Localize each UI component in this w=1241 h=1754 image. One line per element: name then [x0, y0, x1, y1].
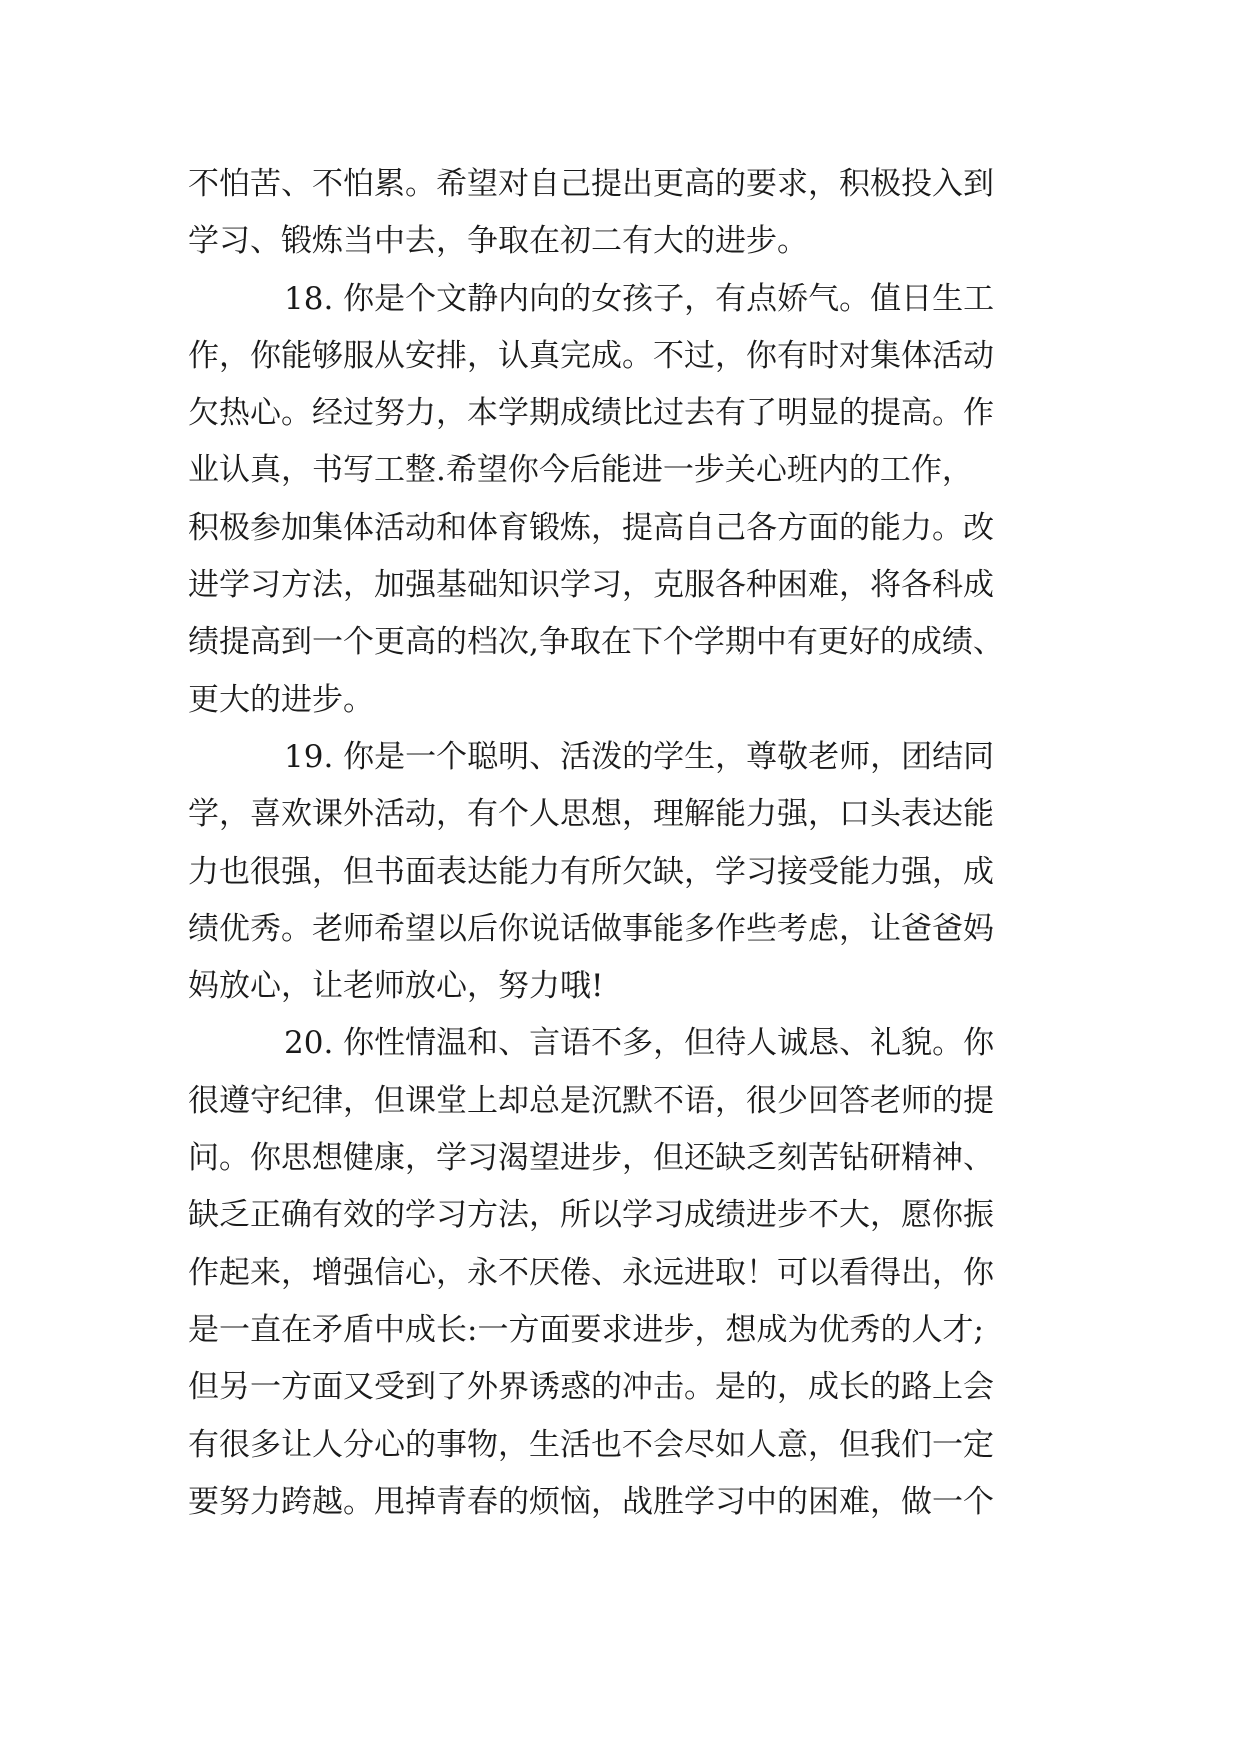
body-text: [188, 156, 1053, 1531]
text-line: 是一直在矛盾中成长:一方面要求进步，想成为优秀的人才;: [188, 1311, 984, 1348]
text-line: 积极参加集体活动和体育锻炼，提高自己各方面的能力。改: [188, 509, 994, 546]
text-line: 作起来，增强信心，永不厌倦、永远进取！可以看得出，你: [188, 1254, 994, 1291]
text-line: 更大的进步。: [188, 681, 374, 718]
text-line: 但另一方面又受到了外界诱惑的冲击。是的，成长的路上会: [188, 1369, 994, 1406]
text-line: 缺乏正确有效的学习方法，所以学习成绩进步不大，愿你振: [188, 1197, 994, 1234]
text-line: 不怕苦、不怕累。希望对自己提出更高的要求，积极投入到: [188, 166, 994, 202]
text-line: 进学习方法，加强基础知识学习，克服各种困难，将各科成: [188, 567, 994, 604]
text-line: 有很多让人分心的事物，生活也不会尽如人意，但我们一定: [188, 1426, 994, 1463]
paragraph-start-18: 18. 你是个文静内向的女孩子，有点娇气。值日生工: [284, 280, 995, 317]
text-line: 绩优秀。老师希望以后你说话做事能多作些考虑，让爸爸妈: [188, 910, 994, 947]
text-line: 绩提高到一个更高的档次,争取在下个学期中有更好的成绩、: [188, 624, 1004, 661]
text-line: 妈放心，让老师放心，努力哦!: [188, 968, 604, 1005]
text-line: 欠热心。经过努力，本学期成绩比过去有了明显的提高。作: [188, 395, 994, 432]
paragraph-start-19: 19. 你是一个聪明、活泼的学生，尊敬老师，团结同: [284, 738, 995, 775]
text-line: 作，你能够服从安排，认真完成。不过，你有时对集体活动: [188, 337, 994, 374]
paragraph-start-20: 20. 你性情温和、言语不多，但待人诚恳、礼貌。你: [284, 1025, 995, 1062]
text-line: 很遵守纪律，但课堂上却总是沉默不语，很少回答老师的提: [188, 1082, 994, 1119]
text-line: 业认真，书写工整.希望你今后能进一步关心班内的工作，: [188, 452, 973, 489]
text-line: 问。你思想健康，学习渴望进步，但还缺乏刻苦钻研精神、: [188, 1140, 994, 1177]
text-line: 学习、锻炼当中去，争取在初二有大的进步。: [188, 223, 808, 260]
text-line: 力也很强，但书面表达能力有所欠缺，学习接受能力强，成: [188, 853, 994, 890]
text-line: 学，喜欢课外活动，有个人思想，理解能力强，口头表达能: [188, 796, 994, 833]
text-line: 要努力跨越。甩掉青春的烦恼，战胜学习中的困难，做一个: [188, 1483, 994, 1520]
